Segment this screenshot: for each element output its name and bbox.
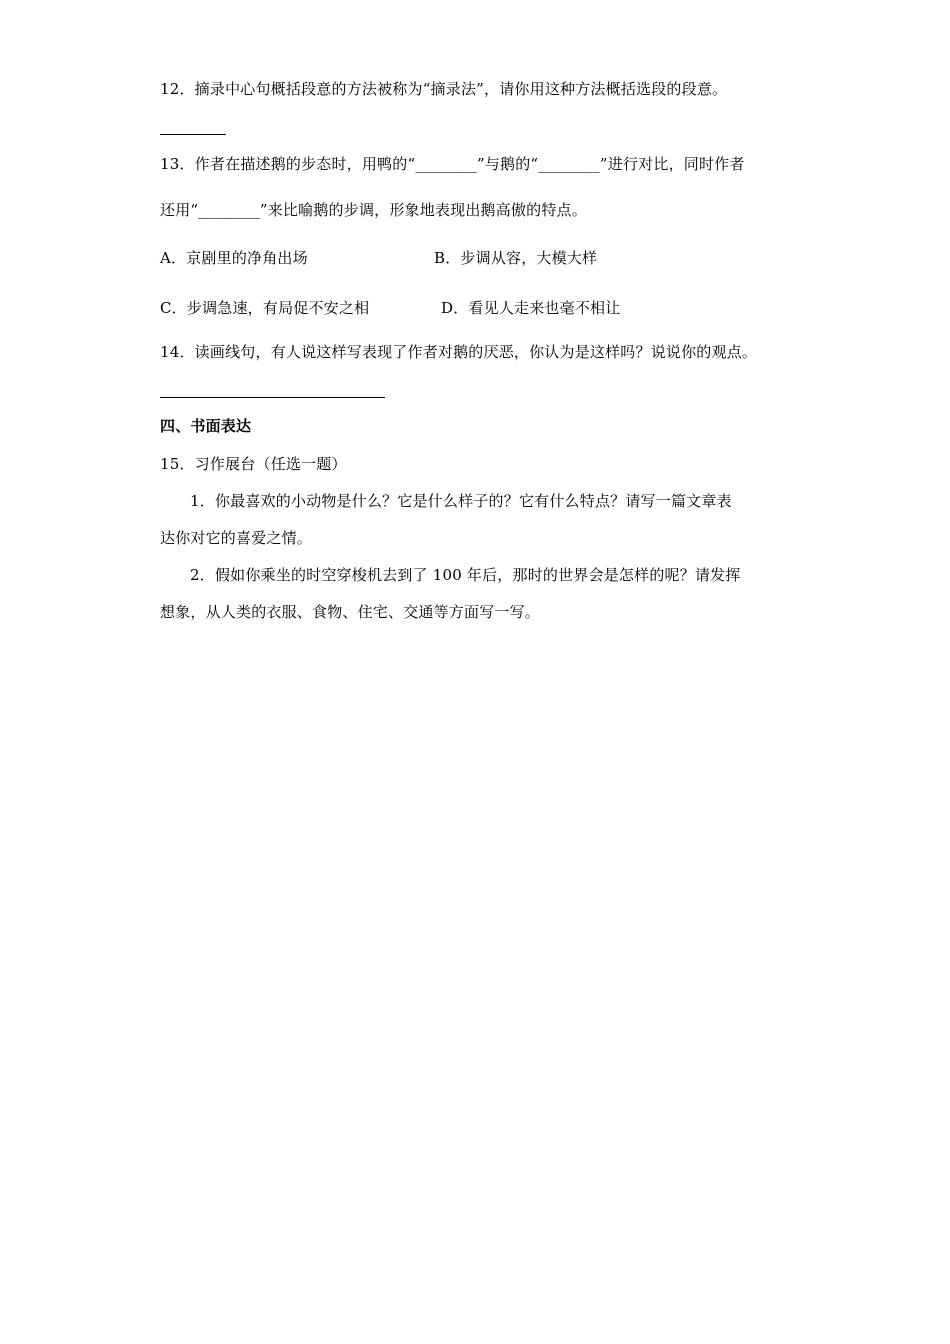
question-13-line-1: 13．作者在描述鹅的步态时，用鸭的“________”与鹅的“________”进行对比，同时作者 bbox=[160, 155, 745, 173]
option-c[interactable]: C．步调急速，有局促不安之相 bbox=[160, 299, 370, 317]
section-4-heading: 四、书面表达 bbox=[160, 417, 252, 435]
question-15-title: 15．习作展台（任选一题） bbox=[160, 455, 347, 473]
option-d[interactable]: D．看见人走来也毫不相让 bbox=[441, 299, 621, 317]
question-15-item-2-line-1: 2．假如你乘坐的时空穿梭机去到了 100 年后，那时的世界会是怎样的呢？请发挥 bbox=[190, 566, 741, 584]
option-a[interactable]: A．京剧里的净角出场 bbox=[160, 249, 308, 267]
question-15-item-1-line-2: 达你对它的喜爱之情。 bbox=[160, 529, 313, 547]
question-13-line-2: 还用“________”来比喻鹅的步调，形象地表现出鹅高傲的特点。 bbox=[160, 201, 587, 219]
question-14-answer-line[interactable] bbox=[160, 397, 385, 398]
question-15-item-2-line-2: 想象，从人类的衣服、食物、住宅、交通等方面写一写。 bbox=[160, 603, 541, 621]
question-14-text: 14．读画线句，有人说这样写表现了作者对鹅的厌恶，你认为是这样吗？说说你的观点。 bbox=[160, 343, 758, 361]
option-b[interactable]: B．步调从容，大模大样 bbox=[434, 249, 598, 267]
question-15-item-1-line-1: 1．你最喜欢的小动物是什么？它是什么样子的？它有什么特点？请写一篇文章表 bbox=[190, 492, 732, 510]
question-12-text: 12．摘录中心句概括段意的方法被称为“摘录法”，请你用这种方法概括选段的段意。 bbox=[160, 80, 728, 98]
question-12-answer-line[interactable] bbox=[160, 134, 226, 135]
